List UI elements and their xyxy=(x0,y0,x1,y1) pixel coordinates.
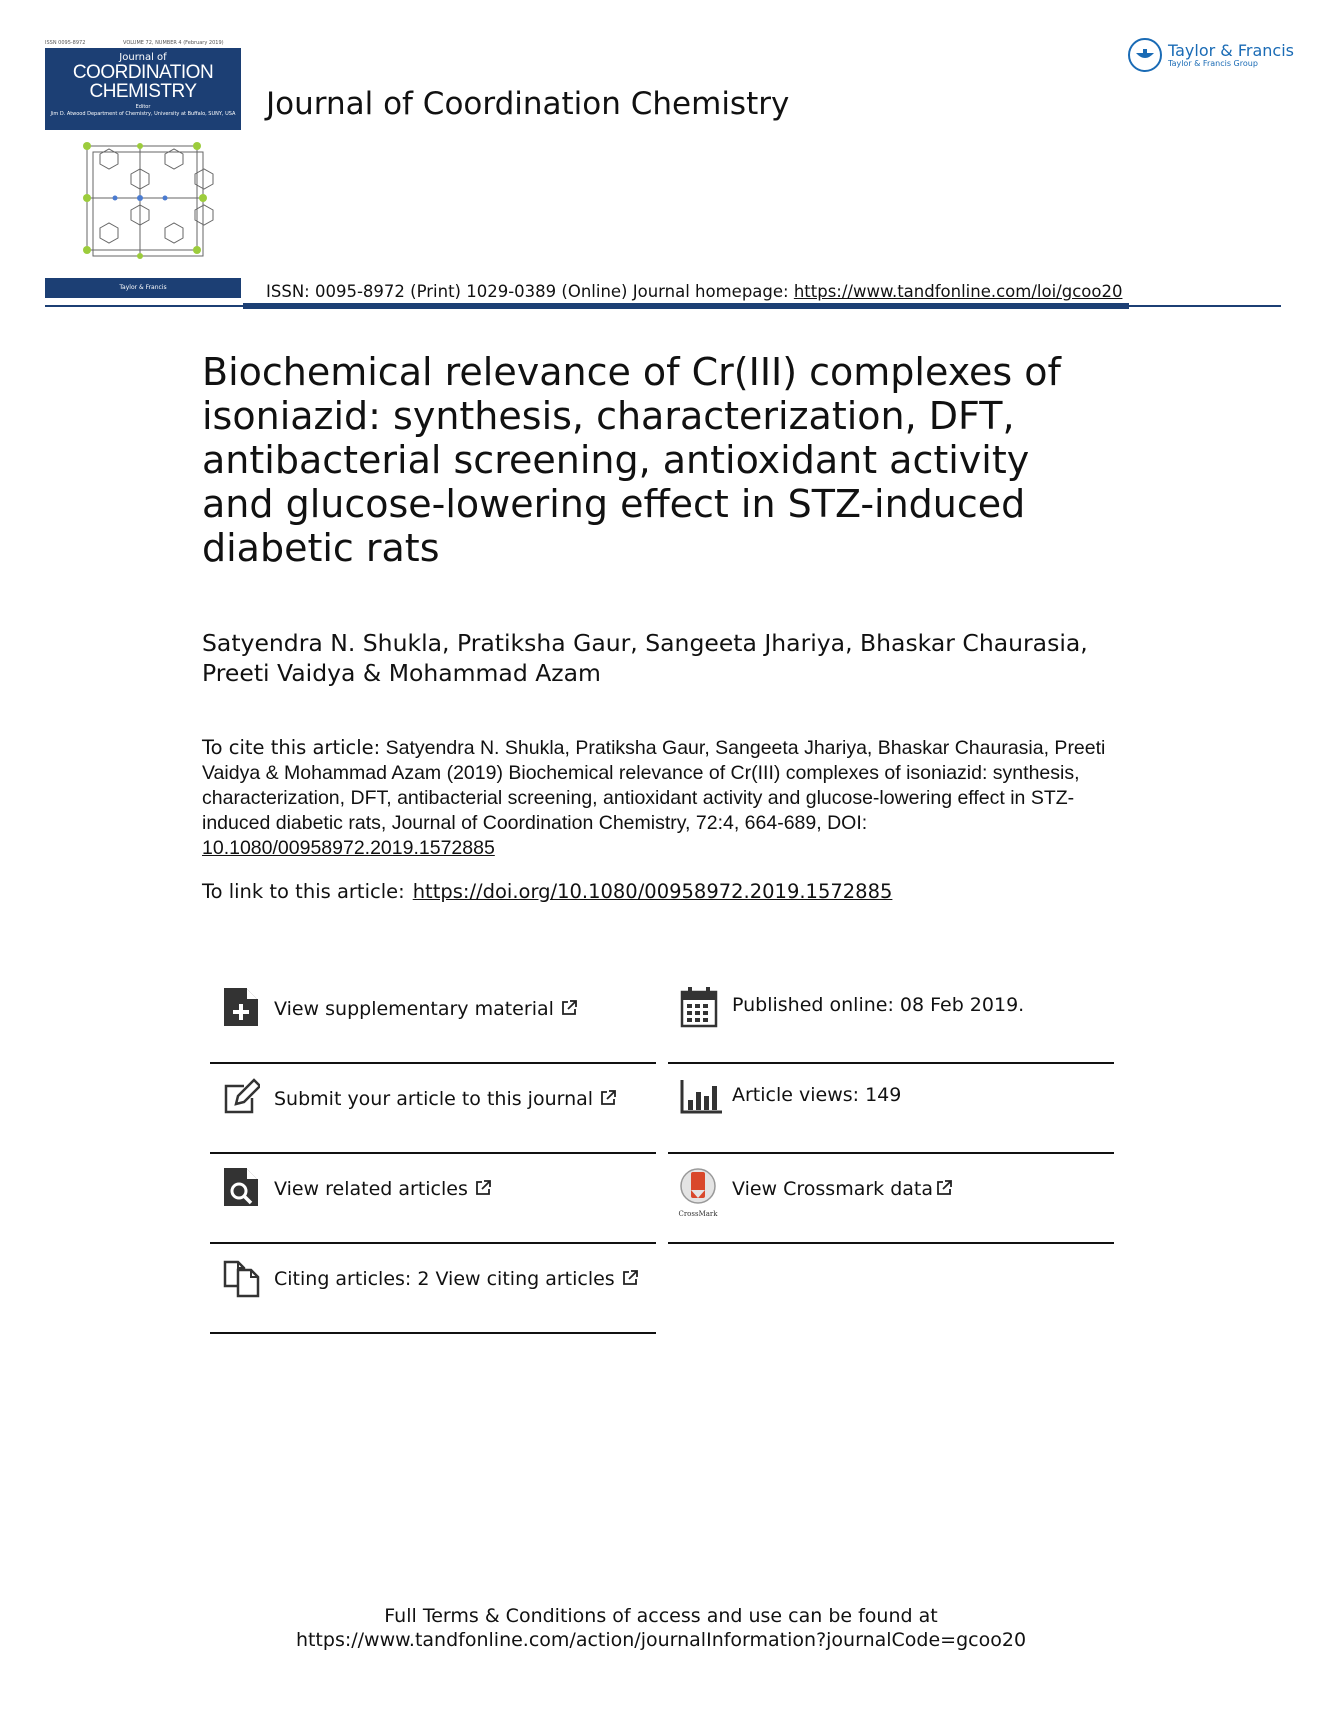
cover-banner xyxy=(45,48,241,130)
submit-article-item[interactable] xyxy=(210,1066,656,1154)
journal-cover xyxy=(45,38,241,300)
citing-articles-item[interactable] xyxy=(210,1246,656,1334)
cover-editor-name: Jim D. Atwood Department of Chemistry, University at Buffalo, SUNY, USA xyxy=(50,111,236,117)
issn-text: ISSN: 0095-8972 (Print) 1029-0389 (Online) Journal homepage: xyxy=(266,282,794,301)
related-label: View related articles xyxy=(274,1178,468,1200)
external-link-icon xyxy=(474,1179,492,1202)
cite-doi-link[interactable]: 10.1080/00958972.2019.1572885 xyxy=(202,837,495,859)
cover-publisher: Taylor & Francis xyxy=(45,278,241,298)
document-search-icon xyxy=(222,1166,260,1208)
journal-homepage-link[interactable]: https://www.tandfonline.com/loi/gcoo20 xyxy=(793,282,1123,301)
journal-name: Journal of Coordination Chemistry xyxy=(266,86,790,122)
supplementary-label: View supplementary material xyxy=(274,998,554,1020)
crossmark-logo-text: CrossMark xyxy=(678,1210,718,1218)
cite-label: To cite this article: xyxy=(202,736,381,759)
terms-footer xyxy=(0,1604,1322,1652)
crossmark-icon xyxy=(676,1168,720,1218)
divider xyxy=(668,1062,1114,1064)
citing-label: Citing articles: 2 View citing articles xyxy=(274,1268,615,1290)
supplementary-material-item[interactable] xyxy=(210,976,656,1064)
divider xyxy=(668,1242,1114,1244)
external-link-icon xyxy=(621,1269,639,1292)
taylor-francis-logo[interactable] xyxy=(1128,38,1294,72)
cover-editor xyxy=(45,104,241,118)
terms-url[interactable]: https://www.tandfonline.com/action/journalInformation?journalCode=gcoo20 xyxy=(295,1629,1027,1651)
divider xyxy=(210,1332,656,1334)
cover-coordination: COORDINATION xyxy=(72,62,214,83)
external-link-icon xyxy=(935,1179,953,1202)
divider xyxy=(210,1242,656,1244)
article-views-item xyxy=(668,1066,1114,1154)
external-link-icon xyxy=(599,1089,617,1112)
cover-top-strip xyxy=(45,38,241,48)
lamp-icon xyxy=(1128,38,1162,72)
article-doi-link[interactable]: https://doi.org/10.1080/00958972.2019.1572885 xyxy=(412,880,893,903)
divider xyxy=(210,1152,656,1154)
external-link-icon xyxy=(560,999,578,1022)
citation-block xyxy=(202,735,1112,861)
document-plus-icon xyxy=(222,986,260,1028)
issn-line xyxy=(266,282,1122,301)
bar-chart-icon xyxy=(680,1076,718,1118)
submit-label: Submit your article to this journal xyxy=(274,1088,594,1110)
divider xyxy=(210,1062,656,1064)
publisher-name: Taylor & Francis xyxy=(1168,40,1294,60)
cover-issn: ISSN 0095-8972 xyxy=(45,40,86,46)
related-articles-item[interactable] xyxy=(210,1156,656,1244)
cover-chemistry: CHEMISTRY xyxy=(89,81,197,102)
edit-icon xyxy=(222,1076,260,1118)
crossmark-label: View Crossmark data xyxy=(732,1178,934,1200)
link-label: To link to this article: xyxy=(202,880,405,903)
published-online-item xyxy=(668,976,1114,1064)
article-views-label: Article views: 149 xyxy=(732,1084,902,1106)
cover-volume: VOLUME 72, NUMBER 4 (February 2019) xyxy=(123,40,224,46)
article-title: Biochemical relevance of Cr(III) complexes of isoniazid: synthesis, characterization, DFT, antibacterial screening, antioxidant activity and glucose-lowering effect in STZ-induced diabetic rats xyxy=(202,350,1061,570)
article-link-line xyxy=(202,880,892,903)
crossmark-item[interactable] xyxy=(668,1156,1114,1244)
publisher-group: Taylor & Francis Group xyxy=(1168,58,1258,68)
cite-text: Satyendra N. Shukla, Pratiksha Gaur, Sangeeta Jhariya, Bhaskar Chaurasia, Preeti Vaidya & Mohammad Azam (2019) Biochemical relevance of Cr(III) complexes of isoniazid: synthesis, characterization, DFT, antibacterial screening, antioxidant activity and glucose-lowering effect in STZ-induced diabetic rats, Journal of Coordination Chemistry, 72:4, 664-689, DOI: xyxy=(202,737,1106,834)
article-authors: Satyendra N. Shukla, Pratiksha Gaur, Sangeeta Jhariya, Bhaskar Chaurasia, Preeti Vaidya & Mohammad Azam xyxy=(202,629,1088,687)
cover-journal-of: Journal of xyxy=(119,52,167,63)
published-online-label: Published online: 08 Feb 2019. xyxy=(732,994,1025,1016)
divider xyxy=(668,1152,1114,1154)
cover-molecule-image xyxy=(45,130,241,278)
terms-line: Full Terms & Conditions of access and use can be found at xyxy=(384,1605,938,1627)
calendar-icon xyxy=(680,986,718,1028)
header-divider-thick xyxy=(243,303,1129,309)
cover-editor-label: Editor xyxy=(135,104,151,110)
documents-copy-icon xyxy=(222,1256,260,1298)
